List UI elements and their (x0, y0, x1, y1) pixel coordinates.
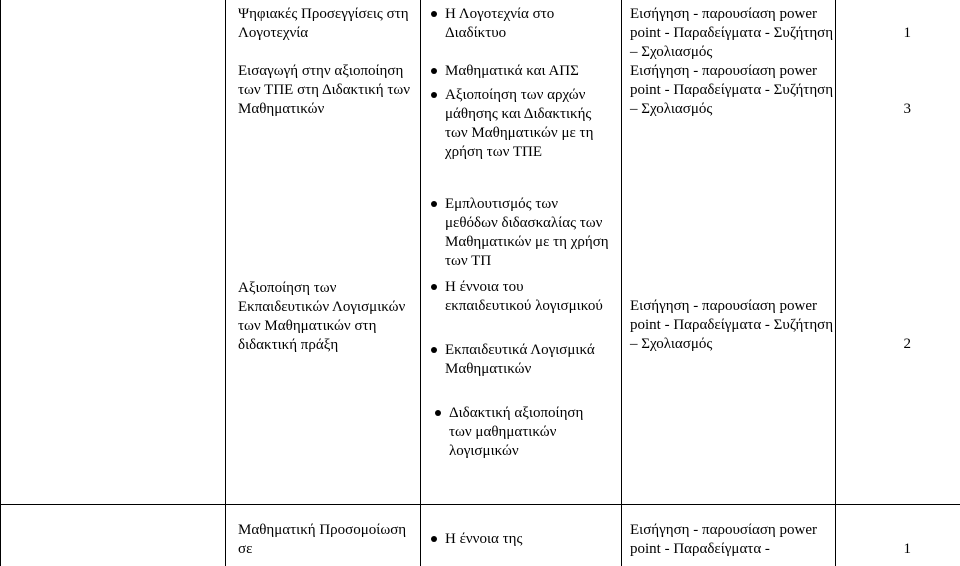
topic-text: Μαθηματικά και ΑΠΣ (445, 63, 579, 79)
topic-list (421, 0, 621, 480)
list-item (421, 530, 621, 549)
bullet-icon (435, 410, 441, 416)
topic-text: Εμπλουτισμός των μεθόδων διδασκαλίας των Μαθηματικών με τη χρήση των ΤΠ (445, 196, 609, 269)
method-block (622, 0, 835, 354)
topic-text: Αξιοποίηση των αρχών μάθησης και Διδακτικής των Μαθηματικών με τη χρήση των ΤΠΕ (445, 87, 594, 160)
list-item (421, 62, 621, 81)
theme-cell (226, 0, 421, 505)
topics-cell (421, 505, 622, 566)
theme-cell (226, 505, 421, 566)
method-cell (622, 505, 836, 566)
method-text: Εισήγηση - παρουσίαση power point - Παραδείγματα - Συζήτηση – Σχολιασμός (630, 63, 834, 117)
hours-value: 1 (903, 541, 911, 557)
subtheme-title: Εισαγωγή στην αξιοποίηση των ΤΠΕ στη Διδακτική των Μαθηματικών (238, 63, 411, 117)
bullet-icon (431, 284, 437, 290)
topic-text: Διδακτική αξιοποίηση των μαθηματικών λογισμικών (449, 405, 584, 459)
theme-block (226, 0, 420, 355)
table-row (1, 0, 960, 505)
table-row (1, 505, 960, 566)
theme-title: Μαθηματική Προσομοίωση σε (238, 522, 407, 557)
method-cell (622, 0, 836, 505)
method-text: Εισήγηση - παρουσίαση power point - Παραδείγματα - Συζήτηση – Σχολιασμός (630, 298, 834, 352)
list-item (421, 404, 621, 480)
method-text: Εισήγηση - παρουσίαση power point - Παραδείγματα - (630, 522, 818, 557)
hours-cell (836, 505, 960, 566)
method-text: Εισήγηση - παρουσίαση power point - Παραδείγματα - Συζήτηση – Σχολιασμός (630, 6, 834, 60)
list-item (421, 341, 621, 398)
theme-title: Αξιοποίηση των Εκπαιδευτικών Λογισμικών των Μαθηματικών στη διδακτική πράξη (238, 280, 406, 353)
hours-value: 3 (903, 101, 911, 117)
hours-value: 1 (903, 25, 911, 41)
bullet-icon (431, 536, 437, 542)
list-item (421, 278, 621, 335)
list-item (421, 86, 621, 181)
bullet-icon (431, 201, 437, 207)
hours-block (836, 0, 960, 354)
bullet-icon (431, 347, 437, 353)
topic-text: Εκπαιδευτικά Λογισμικά Μαθηματικών (445, 342, 595, 377)
topic-text: Η έννοια του εκπαιδευτικού λογισμικού (445, 279, 603, 314)
theme-title: Ψηφιακές Προσεγγίσεις στη Λογοτεχνία (238, 6, 409, 41)
topics-cell (421, 0, 622, 505)
margin-cell (1, 505, 226, 566)
margin-cell (1, 0, 226, 505)
topic-text: Η Λογοτεχνία στο Διαδίκτυο (445, 6, 555, 41)
hours-cell (836, 0, 960, 505)
list-item (421, 195, 621, 271)
bullet-icon (431, 92, 437, 98)
hours-value: 2 (903, 336, 911, 352)
list-item (421, 5, 621, 62)
bullet-icon (431, 11, 437, 17)
topic-text: Η έννοια της (445, 531, 523, 547)
bullet-icon (431, 68, 437, 74)
